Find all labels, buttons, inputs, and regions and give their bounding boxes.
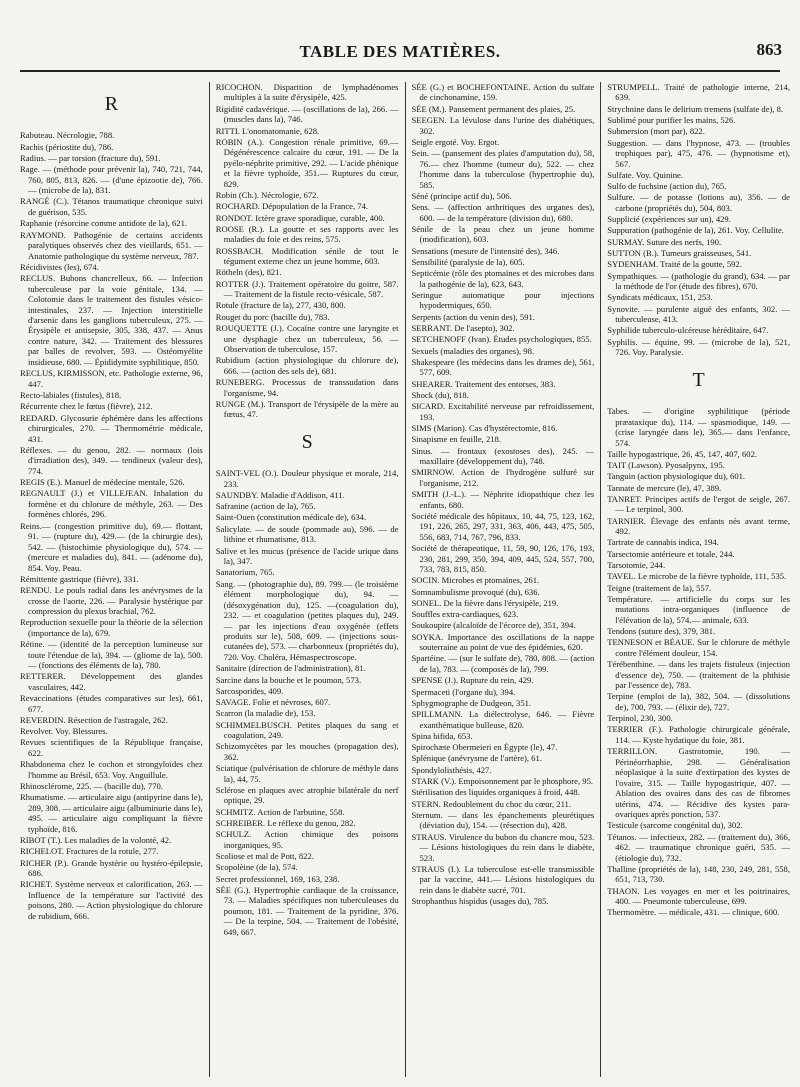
- index-entry: Spirochæte Obermeieri en Égypte (le), 47.: [411, 742, 558, 753]
- index-entry: Supplicié (expériences sur un), 429.: [607, 214, 731, 225]
- index-column-4: [607, 82, 790, 1077]
- index-entry: Rage. — (méthode pour prévenir la), 740, 721, 744, 760, 805, 813, 826. — (d'une épizootie de), 766. — (microbe de la), 831.: [20, 164, 203, 196]
- index-entry: Tendons (suture des), 379, 381.: [607, 626, 716, 637]
- index-entry: Septicémie (rôle des ptomaïnes et des microbes dans la pathogénie de la), 623, 643.: [411, 268, 595, 289]
- index-entry: Réflexes. — du genou, 282. — normaux (lois d'irradiation des), 349. — tendineux (valeur des), 774.: [20, 444, 203, 476]
- index-entry: Sinapisme en feuille, 218.: [411, 434, 502, 445]
- index-entry: Sanatorium, 765.: [215, 567, 275, 578]
- index-entry: Sein. — (pansement des plaies d'amputation du), 58, 76.— chez l'homme (tumeur du), 522. — chez l'homme dans la tuberculose (hypertrophie du), 585.: [411, 148, 595, 190]
- index-entry: Thalline (propriétés de la), 148, 230, 249, 281, 558, 651, 713, 730.: [607, 863, 790, 885]
- column-divider: [209, 82, 210, 1077]
- index-entry: Spermaceti (l'organe du), 394.: [411, 686, 516, 697]
- index-entry: Splénique (anévrysme de l'artère), 61.: [411, 753, 542, 764]
- index-entry: Somnambulisme provoqué (du), 636.: [411, 586, 540, 597]
- index-entry: Térébenthine. — dans les trajets fistuleux (injection d'essence de), 750. — (traitement de la phthisie par l'essence de), 783.: [607, 659, 790, 691]
- header-rule: [20, 70, 780, 72]
- index-entry: RUNGE (M.). Transport de l'érysipèle de la mère au fœtus, 47.: [215, 398, 399, 420]
- index-entry: ROOSE (R.). La goutte et ses rapports avec les maladies du foie et des reins, 575.: [215, 223, 399, 245]
- index-entry: Société de thérapeutique, 11, 59, 90, 126, 176, 193, 230, 281, 299, 350, 394, 409, 445, 524, 557, 700, 733, 783, 815, 850.: [411, 543, 595, 575]
- index-entry: SAVAGE. Folie et névroses, 607.: [215, 697, 331, 708]
- index-entry: Sciatique (pulvérisation de chlorure de méthyle dans la), 44, 75.: [215, 763, 399, 784]
- index-entry: Strychnine dans le delirium tremens (sulfate de), 8.: [607, 103, 784, 114]
- index-entry: Stérilisation des liquides organiques à froid, 448.: [411, 787, 580, 798]
- index-entry: RICHER (P.). Grande hystérie ou hystéro-épilepsie, 686.: [20, 857, 203, 879]
- index-entry: Rhabdonema chez le cochon et strongyloïdes chez l'homme au Brésil, 653. Voy. Anguillule.: [20, 759, 203, 780]
- index-entry: Tarsectomie antérieure et totale, 244.: [607, 548, 735, 559]
- index-entry: Revolver. Voy. Blessures.: [20, 726, 108, 737]
- index-entry: Séné (principe actif du), 506.: [411, 190, 512, 201]
- index-column-3: [412, 82, 595, 1077]
- index-entry: Syphilis. — équine, 99. — (microbe de la), 521, 726. Voy. Paralysie.: [607, 336, 790, 358]
- index-entry: Scoliose et mal de Pott, 822.: [215, 851, 314, 862]
- index-entry: TANRET. Principes actifs de l'ergot de seigle, 267. — Le terpinol, 300.: [607, 493, 790, 515]
- index-entry: Sympathiques. — (pathologie du grand), 634. — par la méthode de l'or (étude des fibres), 670.: [607, 270, 790, 292]
- page-title: TABLE DES MATIÈRES.: [299, 42, 501, 61]
- index-entry: Taille hypogastrique, 26, 45, 147, 407, 602.: [607, 448, 758, 459]
- index-entry: Rétine. — (identité de la perception lumineuse sur toute l'étendue de la), 394. — (gliome de la), 500.— (fonctions des éléments de la), 780.: [20, 639, 203, 671]
- index-entry: Sinus. — frontaux (exostoses des), 245. — maxillaire (développement du), 748.: [411, 445, 595, 466]
- index-entry: Sulfate. Voy. Quinine.: [607, 169, 683, 180]
- index-entry: Récidivistes (les), 674.: [20, 261, 99, 272]
- index-entry: SCHIMMELBUSCH. Petites plaques du sang et coagulation, 249.: [215, 719, 399, 741]
- index-entry: STRAUS. Virulence du bubon du chancre mou, 523. — Lésions histologiques du rein dans le diabète, 523.: [411, 831, 595, 863]
- index-entry: TAIT (Lawson). Pyosalpynx, 195.: [607, 460, 725, 471]
- index-entry: SÉE (M.). Pansement permanent des plaies, 25.: [411, 103, 576, 114]
- index-entry: SCHREIBER. Le réflexe du genou, 282.: [215, 818, 356, 828]
- index-entry: REGNAULT (J.) et VILLEJEAN. Inhalation du formène et du chlorure de méthyle, 263. — Des formènes chlorés, 296.: [20, 488, 203, 520]
- page-header: [0, 28, 800, 61]
- index-entry: Température. — artificielle du corps sur les mutations intra-organiques (influence de l'élévation de la), 574.— animale, 633.: [607, 593, 790, 625]
- index-entry: Terpinol, 230, 300.: [607, 713, 673, 724]
- index-entry: Sclérose en plaques avec atrophie bilatérale du nerf optique, 29.: [215, 784, 399, 806]
- index-entry: RICOCHON. Disparition de lymphadénomes multiples à la suite d'érysipèle, 425.: [215, 82, 399, 103]
- section-letter: T: [692, 368, 705, 391]
- index-entry: SERRANT. De l'asepto), 302.: [411, 323, 515, 334]
- index-entry: Soukoupire (alcaloïde de l'écorce de), 351, 394.: [411, 620, 576, 631]
- index-entry: Salicylate. — de soude (pommade au), 596. — de lithine et rhumatisme, 813.: [215, 523, 399, 545]
- index-entry: Reins.— (congestion primitive du), 69.— flottant, 91. — (rupture du), 429.— (de la chirurgie des), 542. — (histochimie physiologique du), 574. — (mercure et maladies du), 841. — (adénome du), 854. Voy. Peau.: [20, 520, 203, 573]
- index-entry: SIMS (Marion). Cas d'hystérectomie, 816.: [411, 422, 558, 433]
- index-entry: RAYMOND. Pathogénie de certains accidents paralytiques observés chez des vieillards, 651. — Anatomie pathologique du système nerveux, 787.: [20, 229, 203, 261]
- index-entry: Radius. — par torsion (fracture du), 591.: [20, 152, 161, 163]
- index-entry: Tannate de mercure (le), 47, 389.: [607, 482, 722, 493]
- index-entry: SAINT-VEL (O.). Douleur physique et morale, 214, 233.: [215, 468, 399, 489]
- index-entry: Testicule (sarcome congénital du), 302.: [607, 820, 743, 831]
- index-entry: Schizomycètes par les mouches (propagation des), 362.: [215, 741, 399, 762]
- index-entry: SONEL. De la fièvre dans l'érysipèle, 219.: [411, 597, 559, 608]
- index-entry: Tartrate de cannabis indica, 194.: [607, 537, 719, 548]
- index-entry: Tabes. — d'origine syphilitique (période præataxique du), 114. — spasmodique, 149. — (crise laryngée dans le), 365.— dans l'enfance, 574.: [607, 406, 790, 448]
- index-entry: Sphygmographe de Dudgeon, 351.: [411, 697, 532, 708]
- index-entry: TENNESON et BÉAUE. Sur le chlorure de méthyle contre l'élément douleur, 154.: [607, 637, 790, 658]
- index-entry: Strophanthus hispidus (usages du), 785.: [411, 896, 549, 907]
- index-entry: Secret professionnel, 169, 163, 238.: [215, 873, 340, 884]
- index-entry: RETTERER. Développement des glandes vasculaires, 442.: [20, 671, 203, 692]
- index-entry: Rhinosclérome, 225. — (bacille du), 770.: [20, 780, 163, 791]
- index-entry: SMITH (J.-L.). — Néphrite idiopathique chez les enfants, 680.: [411, 489, 595, 510]
- index-entry: TAVEL. Le microbe de la fièvre typhoïde, 111, 535.: [607, 571, 787, 582]
- index-entry: Spina bifida, 653.: [411, 730, 473, 741]
- index-entry: RENDU. Le pouls radial dans les anévrysmes de la crosse de l'aorte, 226. — Paralysie hystérique par compression du plexus brachial, 762.: [20, 585, 203, 617]
- index-entry: REVERDIN. Résection de l'astragale, 262.: [20, 714, 168, 725]
- index-entry: Rötheln (des), 821.: [215, 267, 282, 278]
- index-entry: SPILLMANN. La diélectrolyse, 646. — Fièvre exanthématique bulleuse, 820.: [411, 709, 595, 730]
- index-entry: SUTTON (B.). Tumeurs graisseuses, 541.: [607, 248, 752, 259]
- index-entry: STERN. Redoublement du choc du cœur, 211.: [411, 798, 571, 809]
- index-entry: Suppuration (pathogénie de la), 261. Voy. Cellulite.: [607, 225, 784, 236]
- index-entry: Sanitaire (direction de l'administration), 81.: [215, 663, 366, 674]
- index-entry: Serpents (action du venin des), 591.: [411, 311, 535, 322]
- index-entry: Salive et les mucus (présence de l'acide urique dans la), 347.: [215, 545, 399, 567]
- index-entry: RONDOT. Ictère grave sporadique, curable, 400.: [215, 212, 385, 223]
- index-entry: THAON. Les voyages en mer et les poitrinaires, 400. — Pneumonie tuberculeuse, 699.: [607, 885, 790, 907]
- index-entry: SAUNDBY. Maladie d'Addison, 411.: [215, 489, 345, 500]
- index-entry: Scarron (la maladie de), 153.: [215, 708, 316, 719]
- index-entry: Sublimé pour purifier les mains, 526.: [607, 115, 736, 126]
- index-entry: RUNEBERG. Processus de transsudation dans l'organisme, 94.: [215, 377, 399, 398]
- index-entry: SCHULZ. Action chimique des poisons inorganiques, 95.: [215, 829, 399, 850]
- index-entry: Rubidium (action physiologique du chlorure de), 666. — (action des sels de), 681.: [215, 355, 399, 376]
- index-entry: Recto-labiales (fistules), 818.: [20, 389, 122, 400]
- index-column-2: [216, 82, 399, 1077]
- index-entry: TERRIER (F.). Pathologie chirurgicale générale, 114. — Kyste hydatique du foie, 381.: [607, 724, 790, 745]
- index-entry: Sarcine dans la bouche et le poumon, 573.: [215, 674, 362, 685]
- index-entry: ROCHARD. Dépopulation de la France, 74.: [215, 201, 369, 212]
- index-entry: Revaccinations (études comparatives sur les), 661, 677.: [20, 693, 203, 714]
- index-entry: Rotule (fracture de la), 277, 430, 800.: [215, 300, 346, 311]
- index-entry: Saint-Ouen (constitution médicale de), 634.: [215, 512, 367, 523]
- index-entry: Sang. — (photographie du), 89. 799.— (le troisième élément morphologique du), 94. — (désoxygénation du), 125. —(coagulation du), 232. — et coagulation (petites plaques du), 249. — par les injections d'eau oxygénée (effets produits sur le), 508, 609. — (injections sous-cutanées de), 573. — charbonneux (propriétés du), 720. Voy. Choléra, Hémaspectroscope.: [215, 578, 399, 662]
- index-entry: ROBIN (A.). Congestion rénale primitive, 69.— Dégénérescence calcaire du cœur, 191. — De la pyélo-néphrite primitive, 292. — L'acide phénique et la fièvre typhoïde, 351.— Ruptures du cœur, 829.: [215, 136, 399, 189]
- index-entry: Sens. — (affection arthritiques des organes des), 600. — de la température (division du), 680.: [411, 202, 595, 223]
- index-entry: TARNIER. Élevage des enfants nés avant terme, 492.: [607, 515, 790, 537]
- index-entry: SPENSE (J.). Rupture du rein, 429.: [411, 675, 534, 686]
- index-entry: REGIS (E.). Manuel de médecine mentale, 526.: [20, 477, 185, 488]
- index-entry: SOCIN. Microbes et ptomaïnes, 261.: [411, 575, 540, 586]
- index-entry: SCHMITZ. Action de l'arbutine, 558.: [215, 806, 345, 817]
- index-entry: STARK (V.). Empoisonnement par le phosphore, 95.: [411, 775, 594, 786]
- index-column-1: [20, 82, 203, 1077]
- index-entry: Shock (du), 818.: [411, 389, 469, 400]
- index-entry: SÉE (G.). Hypertrophie cardiaque de la croissance, 73. — Maladies spécifiques non tuberculeuses du poumon, 181. — Traitement de la pyridine, 376. — De la terpine, 504. — Traitement de l'obésité, 649, 667.: [215, 884, 399, 937]
- index-entry: Souffles extra-cardiaques, 623.: [411, 609, 519, 620]
- index-entry: RANGÉ (C.). Tétanos traumatique chronique suivi de guérison, 535.: [20, 196, 203, 217]
- index-entry: Sensibilité (paralysie de la), 605.: [411, 256, 525, 267]
- index-entry: RICHET. Système nerveux et calorification, 263. — Influence de la température sur l'activité des poisons, 280. — Action physiologique du chlorure de rubidium, 666.: [20, 879, 203, 921]
- index-entry: SOYKA. Importance des oscillations de la nappe souterraine au point de vue des épidémies, 620.: [411, 631, 595, 653]
- index-entry: Tétanos. — infectieux, 282. — (traitement du), 366, 462. — traumatique chronique guéri, 535. — (étiologie du), 732.: [607, 831, 790, 863]
- index-entry: Robin (Ch.). Nécrologie, 672.: [215, 190, 319, 201]
- index-entry: SHEARER. Traitement des entorses, 383.: [411, 378, 556, 389]
- index-entry: RITTI. L'onomatomanie, 628.: [215, 125, 320, 136]
- page-number: 863: [756, 40, 782, 59]
- index-entry: Sternum. — dans les épanchements pleurétiques (déviation du), 154. — (résection du), 428.: [411, 809, 595, 831]
- index-entry: Sénile de la peau chez un jeune homme (modification), 603.: [411, 223, 595, 245]
- index-entry: Sexuels (maladies des organes), 98.: [411, 345, 535, 356]
- index-entry: Tarsotomie, 244.: [607, 560, 666, 570]
- index-entry: SÉE (G.) et BOCHEFONTAINE. Action du sulfate de cinchonamine, 159.: [411, 82, 595, 103]
- index-entry: SEEGEN. La lévulose dans l'urine des diabétiques, 302.: [411, 115, 595, 136]
- index-entry: ROUQUETTE (J.). Cocaïne contre une laryngite et une dysphagie chez un tuberculeux, 56. — Observation de tuberculose, 157.: [215, 323, 399, 354]
- index-entry: SICARD. Excitabilité nerveuse par refroidissement, 193.: [411, 401, 595, 422]
- column-divider: [405, 82, 406, 1077]
- index-entry: SYDENHAM. Traité de la goutte, 592.: [607, 259, 742, 270]
- index-entry: Tanguin (action physiologique du), 601.: [607, 471, 746, 482]
- index-entry: Raphanie (résorcine comme antidote de la), 621.: [20, 218, 188, 229]
- index-entry: Shakespeare (les médecins dans les drames de), 561, 577, 609.: [411, 356, 595, 378]
- index-entry: Rémittente gastrique (fièvre), 331.: [20, 573, 139, 584]
- index-entry: Récurrente chez le fœtus (fièvre), 212.: [20, 401, 153, 412]
- index-entry: Teigne (traitement de la), 557.: [607, 582, 712, 593]
- index-entry: STRUMPELL. Traité de pathologie interne, 214, 639.: [607, 82, 790, 103]
- index-entry: SETCHENOFF (Ivan). Études psychologiques, 855.: [411, 334, 592, 345]
- index-entry: Sulfo de fuchsine (action du), 765.: [607, 181, 727, 192]
- index-entry: Syndicats médicaux, 151, 253.: [607, 292, 713, 303]
- index-entry: STRAUS (I.). La tuberculose est-elle transmissible par la vaccine, 441.— Lésions histologiques du rein dans le diabète sucré, 701.: [411, 863, 595, 895]
- index-entry: Société médicale des hôpitaux, 10, 44, 75, 123, 162, 191, 226, 265, 297, 331, 363, 406, 443, 475, 505, 556, 683, 714, 767, 796, 833.: [411, 510, 595, 542]
- index-entry: Seigle ergoté. Voy. Ergot.: [411, 136, 500, 147]
- index-entry: Seringue automatique pour injections hypodermiques, 650.: [411, 289, 595, 311]
- index-entry: TERRILLON. Gastrotomie, 190. — Périnéorrhaphie, 298. — Généralisation néoplasique à la suite d'extirpation des kystes de l'ovaire, 315. — Taille hypogastrique, 407. — Ablation des ovaires dans des cas de fibromes utérins, 474. — Récidive des kystes para-ovariques après ponction, 537.: [607, 746, 790, 820]
- index-entry: Safranine (action de la), 765.: [215, 501, 316, 512]
- index-entry: ROTTER (J.). Traitement opératoire du goitre, 587. — Traitement de la fistule recto-vésicale, 587.: [215, 278, 399, 300]
- index-entry: Rachis (périostite du), 786.: [20, 141, 114, 152]
- index-entry: Terpine (emploi de la), 382, 504. — (dissolutions de), 700, 793. — (élixir de), 727.: [607, 691, 790, 712]
- index-entry: Sulfure. — de potasse (lotions au), 356. — de carbone (propriétés du), 504, 803.: [607, 192, 790, 213]
- index-entry: RECLUS, KIRMISSON, etc. Pathologie externe, 96, 447.: [20, 368, 203, 389]
- section-letter: R: [104, 93, 119, 115]
- index-entry: Spondylolisthésis, 427.: [411, 764, 492, 775]
- index-entry: Spartéine. — (sur le sulfate de), 780, 808. — (action de la), 783. — (composés de la), 799.: [411, 653, 595, 674]
- index-entry: Reproduction sexuelle pour la théorie de la sélection (importance de la), 679.: [20, 617, 203, 638]
- index-entry: Scopolèine (de la), 574.: [215, 862, 298, 873]
- index-entry: SMIRNOW. Action de l'hydrogène sulfuré sur l'organisme, 212.: [411, 467, 595, 488]
- index-columns: [20, 82, 790, 1077]
- index-entry: RIBOT (T.). Les maladies de la volonté, 42.: [20, 834, 172, 845]
- index-entry: Syphilide tuberculo-ulcéreuse héréditaire, 647.: [607, 325, 769, 336]
- index-entry: Rouget du porc (bacille du), 783.: [215, 311, 330, 322]
- index-entry: Submersion (mort par), 822.: [607, 126, 705, 137]
- index-entry: Thermomètre. — médicale, 431. — clinique, 600.: [607, 907, 780, 918]
- index-entry: SURMAY. Suture des nerfs, 190.: [607, 236, 722, 247]
- index-entry: Rigidité cadavérique. — (oscillations de la), 266. — (muscles dans la), 746.: [215, 103, 399, 125]
- index-entry: ROSSBACH. Modification sénile de tout le tégument externe chez un jeune homme, 603.: [215, 245, 399, 267]
- index-entry: Sarcosporides, 409.: [215, 685, 284, 696]
- index-entry: Rabuteau. Nécrologie, 788.: [20, 130, 115, 141]
- index-entry: RECLUS. Bubons chancrelleux, 66. — Infection tuberculeuse par la voie génitale, 134. — Colotomie dans le traitement des fistules vésico-intestinales, 237. — Injection interstitielle d'arsenic dans les ganglions tuberculeux, 275. — Érysipèle et antisepsie, 305, 338, 437. — Anus contre nature, 342. — Traitement des blessures par balles de revolver, 593. — Ostéomyélite insidieuse, 680. — Épididymite syphilitique, 850.: [20, 273, 203, 367]
- index-entry: Rhumatisme. — articulaire aigu (antipyrine dans le), 289, 308. — articulaire aigu (albuminurie dans le), 495. — articulaire aigu compliquant la fièvre typhoïde, 816.: [20, 792, 203, 834]
- section-letter: S: [301, 430, 313, 453]
- index-entry: Synovite. — purulente aiguë des enfants, 302. — tuberculeuse, 413.: [607, 303, 790, 325]
- index-entry: Revues scientifiques de la République française, 622.: [20, 737, 203, 758]
- index-entry: Suggestion. — dans l'hypnose, 473. — (troubles trophiques par), 475, 476. — (hypnotisme et), 567.: [607, 137, 790, 169]
- column-divider: [600, 82, 601, 1077]
- index-entry: RICHELOT. Fractures de la rotule, 277.: [20, 846, 159, 857]
- index-entry: REDARD. Glycosurie éphémère dans les affections chirurgicales, 270. — Thermométrie médicale, 431.: [20, 412, 203, 444]
- index-entry: Sensations (mesure de l'intensité des), 346.: [411, 245, 560, 256]
